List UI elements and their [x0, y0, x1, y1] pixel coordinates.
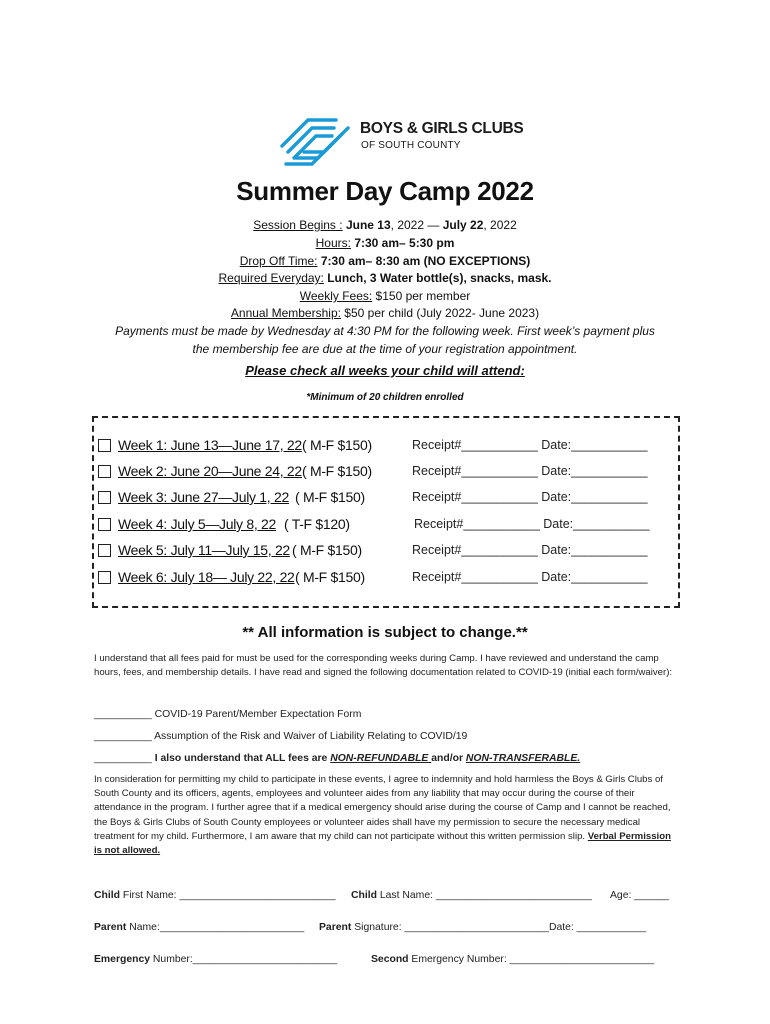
hours-label: Hours: [315, 236, 351, 250]
hours-value: 7:30 am– 5:30 pm [354, 236, 455, 250]
parent-name-label-bold: Parent [94, 922, 127, 933]
week-row-6 [0, 569, 770, 593]
week-4-checkbox[interactable] [98, 518, 111, 531]
child-last-label-bold: Child [351, 890, 377, 901]
parent-name-field[interactable] [94, 922, 304, 933]
parent-signature-field[interactable] [319, 922, 646, 933]
initial-covid-form[interactable]: __________ COVID-19 Parent/Member Expectation Form [94, 709, 362, 720]
change-notice: ** All information is subject to change.** [242, 624, 528, 641]
required-label: Required Everyday: [218, 271, 324, 285]
week-6-fee: ( M-F $150) [295, 569, 365, 585]
required-line [0, 269, 770, 287]
week-3-label: Week 3: June 27—July 1, 22 [118, 489, 289, 505]
nonrefundable-text: NON-REFUNDABLE [330, 753, 432, 764]
emergency-label: Number:_________________________ [150, 954, 338, 965]
week-6-receipt[interactable]: Receipt#___________ Date:___________ [412, 570, 648, 584]
age-field[interactable]: Age: ______ [610, 890, 669, 901]
child-first-name-field[interactable] [94, 890, 335, 901]
week-2-checkbox[interactable] [98, 465, 111, 478]
session-start: June 13 [345, 218, 391, 232]
week-row-5 [0, 542, 770, 566]
session-end: July 22 [442, 218, 484, 232]
week-4-label: Week 4: July 5—July 8, 22 [118, 516, 276, 532]
verbal-permission-note: Verbal Permission is not allowed. [94, 830, 671, 857]
week-5-label: Week 5: July 11—July 15, 22 [118, 542, 290, 558]
session-label: Session Begins : [253, 218, 343, 232]
required-value: Lunch, 3 Water bottle(s), snacks, mask. [327, 271, 552, 285]
initial-waiver[interactable]: __________ Assumption of the Risk and Waiver of Liability Relating to COVID/19 [94, 731, 468, 742]
dropoff-line [0, 252, 770, 270]
week-row-3 [0, 489, 770, 513]
session-mid: , 2022 — [390, 218, 443, 232]
child-first-label: First Name: ___________________________ [119, 890, 336, 901]
logo-name: BOYS & GIRLS CLUBS [360, 120, 524, 137]
dropoff-note: (NO EXCEPTIONS) [423, 254, 531, 268]
emergency-label-bold: Emergency [94, 954, 151, 965]
second-label: Emergency Number: _________________________ [408, 954, 655, 965]
initial-fees[interactable] [94, 753, 580, 764]
parent-name-label: Name:_________________________ [126, 922, 305, 933]
second-label-bold: Second [371, 954, 409, 965]
week-1-fee: ( M-F $150) [302, 437, 372, 453]
week-row-2 [0, 463, 770, 487]
understand-paragraph: I understand that all fees paid for must be used for the corresponding weeks during Camp. I have reviewed and understand the camp hours, fees, and membership details. I have read and signed the following documentation related to COVID-19 (initial each form/waiver): [94, 653, 673, 679]
emergency-number-field[interactable] [94, 954, 337, 965]
parent-sig-label: Signature: _________________________Date: ____________ [351, 922, 647, 933]
child-last-name-field[interactable] [351, 890, 592, 901]
week-3-receipt[interactable]: Receipt#___________ Date:___________ [412, 490, 648, 504]
week-1-receipt[interactable]: Receipt#___________ Date:___________ [412, 438, 648, 452]
page-title: Summer Day Camp 2022 [236, 176, 534, 206]
check-heading: Please check all weeks your child will attend: [245, 363, 525, 378]
week-row-1 [0, 437, 770, 461]
session-year: , 2022 [483, 218, 517, 232]
weekly-value: $150 per member [375, 289, 471, 303]
weekly-line [0, 287, 770, 305]
week-5-checkbox[interactable] [98, 544, 111, 557]
consideration-paragraph [94, 773, 679, 858]
week-5-receipt[interactable]: Receipt#___________ Date:___________ [412, 543, 648, 557]
session-line [0, 216, 770, 234]
annual-label: Annual Membership: [230, 306, 341, 320]
dropoff-label: Drop Off Time: [239, 254, 318, 268]
week-6-label: Week 6: July 18— July 22, 22 [118, 569, 295, 585]
consideration-text: In consideration for permitting my child to participate in these events, I agree to indemnity and hold harmless the Boys & Girls Clubs of South County and its officers, agents, employees and volunteer aides from any liability that may occur during the course of their attendance in the program. I further agree that if a medical emergency should arise during the course of Camp and I cannot be reached, the Boys & Girls Clubs of South County employees or volunteer aides shall have my permission to secure the necessary medical treatment for my child. Furthermore, I am aware that my child can not participate without this written permission slip. [94, 774, 671, 842]
club-logo [274, 112, 524, 172]
week-4-receipt[interactable]: Receipt#___________ Date:___________ [414, 517, 650, 531]
minimum-note: *Minimum of 20 children enrolled [306, 392, 464, 403]
weekly-label: Weekly Fees: [299, 289, 373, 303]
hours-line [0, 234, 770, 252]
annual-value: $50 per child (July 2022- June 2023) [344, 306, 540, 320]
logo-subname: OF SOUTH COUNTY [361, 140, 461, 151]
payment-note-2: the membership fee are due at the time of your registration appointment. [192, 342, 578, 356]
payment-note-1: Payments must be made by Wednesday at 4:30 PM for the following week. First week’s payment plus [115, 324, 655, 338]
parent-sig-label-bold: Parent [319, 922, 352, 933]
child-last-label: Last Name: ___________________________ [376, 890, 592, 901]
week-5-fee: ( M-F $150) [292, 542, 362, 558]
initial-fees-text: I also understand that ALL fees are [154, 753, 331, 764]
club-logo-icon [274, 112, 358, 172]
initial-fees-blank: __________ [94, 753, 155, 764]
week-2-receipt[interactable]: Receipt#___________ Date:___________ [412, 464, 648, 478]
week-2-label: Week 2: June 20—June 24, 22 [118, 463, 302, 479]
week-1-checkbox[interactable] [98, 439, 111, 452]
annual-line [0, 304, 770, 322]
second-emergency-number-field[interactable] [371, 954, 654, 965]
and-or-text: and/or [431, 753, 466, 764]
week-row-4 [0, 516, 770, 540]
week-2-fee: ( M-F $150) [302, 463, 372, 479]
week-4-fee: ( T-F $120) [284, 516, 350, 532]
week-3-checkbox[interactable] [98, 491, 111, 504]
nontransferable-text: NON-TRANSFERABLE. [465, 753, 581, 764]
week-1-label: Week 1: June 13—June 17, 22 [118, 437, 302, 453]
dropoff-value: 7:30 am– 8:30 am [320, 254, 421, 268]
week-3-fee: ( M-F $150) [295, 489, 365, 505]
child-first-label-bold: Child [94, 890, 120, 901]
week-6-checkbox[interactable] [98, 571, 111, 584]
